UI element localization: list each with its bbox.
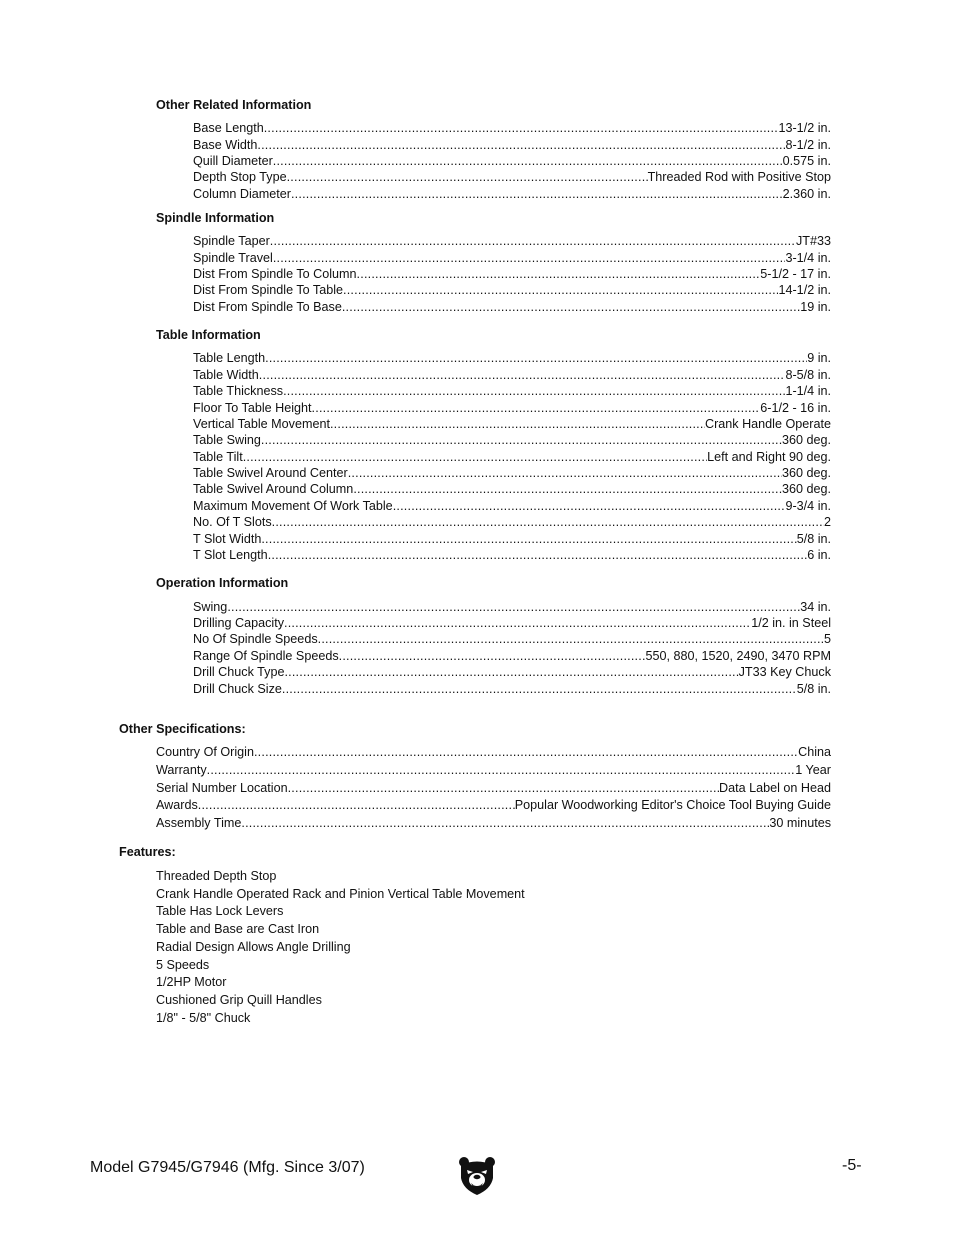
spec-label: Warranty [156, 763, 207, 777]
feature-item: 1/8" - 5/8" Chuck [156, 1011, 251, 1025]
spec-value: Threaded Rod with Positive Stop [647, 170, 831, 184]
feature-item: Table Has Lock Levers [156, 904, 284, 918]
spindle-heading: Spindle Information [156, 211, 275, 225]
dot-leader [291, 186, 783, 202]
features-heading: Features: [119, 845, 176, 859]
dot-leader [283, 383, 785, 399]
dot-leader [353, 481, 782, 497]
spec-label: Table Width [193, 368, 259, 382]
dot-leader [330, 416, 705, 432]
spec-label: T Slot Length [193, 548, 268, 562]
spec-label: Drill Chuck Type [193, 665, 285, 679]
dot-leader [288, 780, 719, 796]
feature-item: Threaded Depth Stop [156, 869, 277, 883]
spec-label: Maximum Movement Of Work Table [193, 499, 393, 513]
feature-item: Crank Handle Operated Rack and Pinion Vertical Table Movement [156, 887, 525, 901]
spec-value: 1/2 in. in Steel [751, 616, 831, 630]
spec-row [193, 266, 831, 282]
dot-leader [287, 169, 648, 185]
dot-leader [268, 547, 808, 563]
spec-label: Table Length [193, 351, 266, 365]
spec-label: No. Of T Slots [193, 515, 272, 529]
spec-label: Drilling Capacity [193, 616, 284, 630]
spec-value: 1-1/4 in. [785, 384, 831, 398]
spec-row [156, 744, 831, 760]
dot-leader [265, 350, 807, 366]
grizzly-bear-logo-icon [458, 1156, 496, 1196]
spec-label: Spindle Travel [193, 251, 273, 265]
spec-label: Awards [156, 798, 198, 812]
spec-row [193, 169, 831, 185]
dot-leader [261, 531, 796, 547]
dot-leader [339, 648, 646, 664]
spec-row [156, 762, 831, 778]
dot-leader [259, 367, 786, 383]
spec-row [193, 531, 831, 547]
spec-value: 13-1/2 in. [778, 121, 831, 135]
dot-leader [284, 664, 738, 680]
dot-leader [357, 266, 761, 282]
dot-leader [348, 465, 782, 481]
spec-label: Dist From Spindle To Base [193, 300, 342, 314]
spec-row [193, 299, 831, 315]
dot-leader [282, 681, 797, 697]
spec-value: 360 deg. [781, 433, 831, 447]
other-related-heading: Other Related Information [156, 98, 312, 112]
spec-value: JT#33 [795, 234, 831, 248]
spec-label: Vertical Table Movement [193, 417, 330, 431]
dot-leader [207, 762, 796, 778]
spec-row [193, 153, 831, 169]
spec-value: China [798, 745, 831, 759]
dot-leader [264, 120, 779, 136]
spec-value: 6 in. [807, 548, 831, 562]
spec-value: 5-1/2 - 17 in. [760, 267, 831, 281]
spec-label: No Of Spindle Speeds [193, 632, 318, 646]
spec-row [193, 400, 831, 416]
spec-label: Assembly Time [156, 816, 242, 830]
dot-leader [261, 432, 782, 448]
spec-label: Table Swivel Around Center [193, 466, 348, 480]
spec-row [193, 120, 831, 136]
spec-row [193, 514, 831, 530]
dot-leader [273, 250, 786, 266]
spec-value: 30 minutes [769, 816, 831, 830]
dot-leader [254, 744, 798, 760]
spec-value: 5/8 in. [796, 682, 831, 696]
spec-label: Swing [193, 600, 228, 614]
spec-value: 2.360 in. [782, 187, 831, 201]
footer-model-text: Model G7945/G7946 (Mfg. Since 3/07) [90, 1159, 365, 1176]
spec-row [193, 498, 831, 514]
feature-item: 5 Speeds [156, 958, 210, 972]
dot-leader [243, 449, 707, 465]
spec-row [193, 449, 831, 465]
other-specs-heading: Other Specifications: [119, 722, 246, 736]
spec-row [193, 186, 831, 202]
dot-leader [312, 400, 761, 416]
spec-row [193, 664, 831, 680]
spec-value: 8-1/2 in. [785, 138, 831, 152]
spec-label: Table Swing [193, 433, 261, 447]
spec-value: 6-1/2 - 16 in. [760, 401, 831, 415]
feature-item: Table and Base are Cast Iron [156, 922, 320, 936]
dot-leader [241, 815, 769, 831]
dot-leader [198, 797, 515, 813]
spec-label: Spindle Taper [193, 234, 270, 248]
spec-value: Popular Woodworking Editor's Choice Tool Buying Guide [514, 798, 831, 812]
spec-value: 0.575 in. [782, 154, 831, 168]
dot-leader [343, 282, 778, 298]
dot-leader [227, 599, 800, 615]
spec-value: 9-3/4 in. [785, 499, 831, 513]
spec-value: 5 [823, 632, 831, 646]
spec-value: JT33 Key Chuck [738, 665, 831, 679]
feature-item: 1/2HP Motor [156, 975, 227, 989]
spec-value: 550, 880, 1520, 2490, 3470 RPM [645, 649, 831, 663]
spec-row [193, 648, 831, 664]
dot-leader [273, 153, 783, 169]
dot-leader [257, 137, 785, 153]
spec-label: Drill Chuck Size [193, 682, 282, 696]
spec-label: Base Length [193, 121, 264, 135]
feature-item: Cushioned Grip Quill Handles [156, 993, 322, 1007]
dot-leader [284, 615, 751, 631]
spec-label: Dist From Spindle To Column [193, 267, 357, 281]
spec-row [193, 465, 831, 481]
spec-label: Range Of Spindle Speeds [193, 649, 339, 663]
spec-value: 360 deg. [781, 466, 831, 480]
spec-row [193, 367, 831, 383]
spec-label: Serial Number Location [156, 781, 288, 795]
spec-row [193, 250, 831, 266]
spec-row [193, 233, 831, 249]
spec-row [193, 383, 831, 399]
spec-row [193, 350, 831, 366]
dot-leader [272, 514, 824, 530]
spec-label: Floor To Table Height [193, 401, 312, 415]
spec-row [193, 432, 831, 448]
spec-row [193, 282, 831, 298]
spec-value: 360 deg. [781, 482, 831, 496]
page-number: -5- [842, 1157, 862, 1174]
spec-value: Left and Right 90 deg. [707, 450, 831, 464]
spec-label: Country Of Origin [156, 745, 254, 759]
spec-row [193, 681, 831, 697]
spec-value: 19 in. [800, 300, 831, 314]
spec-label: Table Tilt [193, 450, 243, 464]
dot-leader [270, 233, 796, 249]
spec-row [193, 599, 831, 615]
spec-value: Data Label on Head [718, 781, 831, 795]
spec-row [193, 137, 831, 153]
feature-item: Radial Design Allows Angle Drilling [156, 940, 351, 954]
spec-label: Quill Diameter [193, 154, 273, 168]
spec-row [156, 797, 831, 813]
spec-row [193, 547, 831, 563]
dot-leader [318, 631, 824, 647]
spec-row [193, 416, 831, 432]
spec-row [193, 615, 831, 631]
spec-value: 34 in. [800, 600, 831, 614]
spec-label: Depth Stop Type [193, 170, 287, 184]
spec-row [193, 631, 831, 647]
spec-value: Crank Handle Operate [704, 417, 831, 431]
spec-row [193, 481, 831, 497]
spec-value: 5/8 in. [796, 532, 831, 546]
spec-label: Column Diameter [193, 187, 291, 201]
spec-row [156, 815, 831, 831]
spec-value: 14-1/2 in. [778, 283, 831, 297]
spec-value: 2 [823, 515, 831, 529]
operation-heading: Operation Information [156, 576, 289, 590]
spec-value: 1 Year [795, 763, 831, 777]
spec-label: Table Swivel Around Column [193, 482, 354, 496]
dot-leader [393, 498, 786, 514]
spec-label: Dist From Spindle To Table [193, 283, 344, 297]
spec-value: 8-5/8 in. [785, 368, 831, 382]
spec-row [156, 780, 831, 796]
spec-value: 3-1/4 in. [785, 251, 831, 265]
dot-leader [342, 299, 800, 315]
table-info-heading: Table Information [156, 328, 261, 342]
spec-label: Base Width [193, 138, 258, 152]
spec-label: T Slot Width [193, 532, 262, 546]
spec-label: Table Thickness [193, 384, 284, 398]
spec-value: 9 in. [807, 351, 831, 365]
